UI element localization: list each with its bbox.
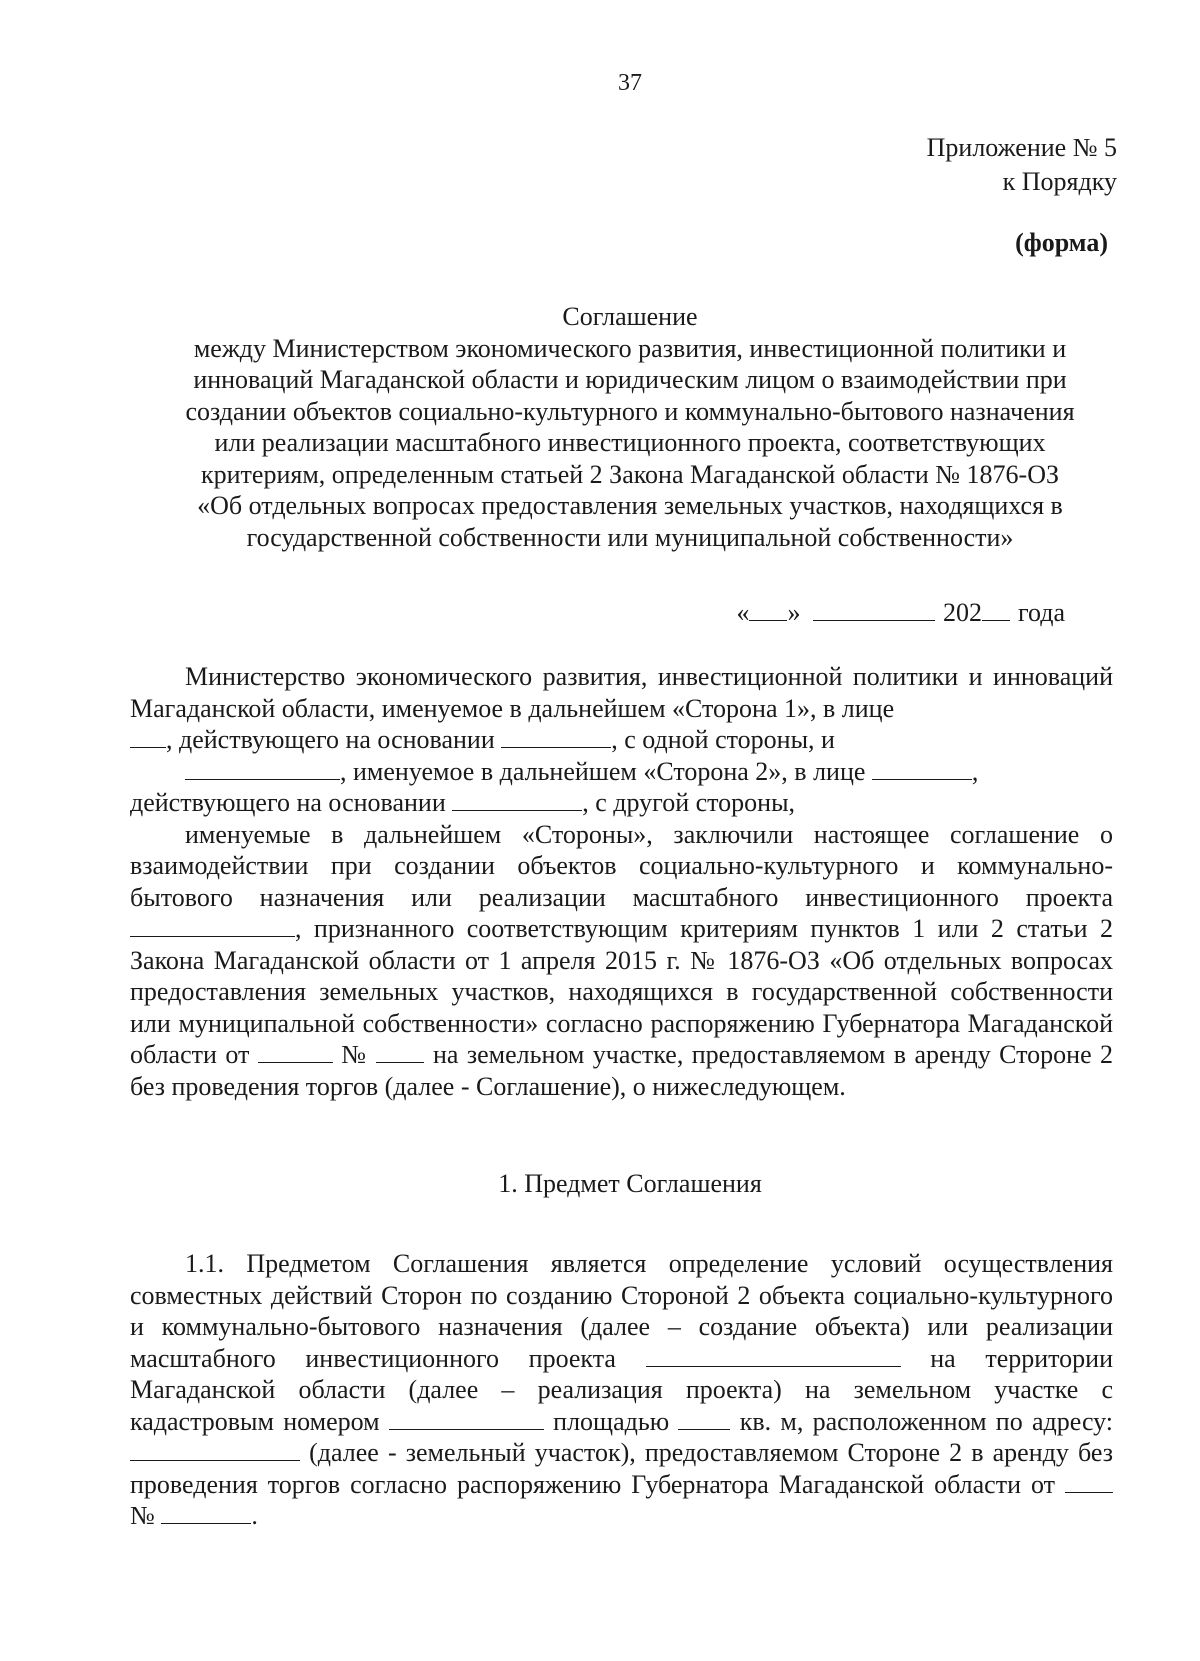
agreement-title xyxy=(130,301,1130,553)
clause-text: площадью xyxy=(553,1406,670,1436)
clause-text: 1.1. Предметом Соглашения является определение условий осуществления совместных действий Сторон по созданию Стороной 2 объекта социально-культурного и коммунально-бытового назначения (далее – создание объекта) или реализации масштабного инвестиционного проекта xyxy=(130,1249,1113,1373)
preamble xyxy=(130,661,1113,1102)
preamble-text: Министерство экономического развития, инвестиционной политики и инноваций Магаданской области, именуемое в дальнейшем «Сторона 1», в лице xyxy=(130,662,1113,723)
party-2-representative-blank xyxy=(872,757,972,780)
order-number-blank xyxy=(376,1040,424,1063)
cadastral-number-blank xyxy=(389,1407,544,1430)
area-blank xyxy=(678,1407,730,1430)
section-1-heading: 1. Предмет Соглашения xyxy=(498,1169,762,1198)
basis-blank xyxy=(501,725,611,748)
appendix-line-1: Приложение № 5 xyxy=(926,133,1117,162)
clause-text: № xyxy=(130,1501,155,1530)
preamble-text: , именуемое в дальнейшем «Сторона 2», в лице xyxy=(340,756,866,786)
appendix-reference xyxy=(927,131,1117,199)
party-2-basis-blank xyxy=(452,788,582,811)
clause-text: . xyxy=(251,1501,258,1530)
date-line xyxy=(736,598,1065,628)
title-heading: Соглашение xyxy=(562,302,698,331)
title-line-6: «Об отдельных вопросах предоставления земельных участков, находящихся в xyxy=(197,491,1063,520)
title-line-1: между Министерством экономического развития, инвестиционной политики и xyxy=(193,333,1067,363)
party-2-name-blank xyxy=(185,757,340,780)
page-number: 37 xyxy=(618,70,642,96)
preamble-text: № xyxy=(341,1040,369,1069)
preamble-paragraph-1 xyxy=(130,661,1113,756)
preamble-text: , действующего на основании xyxy=(166,725,495,754)
preamble-text: , признанного соответствующим критериям пунктов 1 или 2 статьи 2 Закона Магаданской области от 1 апреля 2015 г. № 1876-ОЗ «Об отдельных вопросах предоставления земельных участков, находящихся в государственной собственности или муниципальной собственности» согласно распоряжению Губернатора Магаданской области от xyxy=(130,914,1113,1069)
year-prefix: 202 xyxy=(942,598,982,627)
title-line-7: государственной собственности или муниципальной собственности» xyxy=(246,522,1014,552)
preamble-paragraph-2 xyxy=(130,756,1113,788)
year-suffix: года xyxy=(1017,598,1065,627)
clause-text: кв. м, расположенном по адресу: xyxy=(739,1406,1114,1436)
preamble-text: , xyxy=(971,756,979,786)
section-1-body xyxy=(130,1248,1113,1532)
preamble-text: , с другой стороны, xyxy=(582,788,796,817)
preamble-text: , с одной стороны, и xyxy=(611,725,835,754)
clause-text: (далее - земельный участок), предоставляемом Стороне 2 в аренду без проведения торгов согласно распоряжению Губернатора Магаданской области от xyxy=(130,1438,1113,1499)
project-name-blank xyxy=(130,914,295,937)
preamble-text: на земельном участке, предоставляемом в аренду Стороне 2 без проведения торгов (далее - Соглашение), о нижеследующем. xyxy=(130,1040,1114,1101)
date-open-quote: « xyxy=(736,598,750,627)
preamble-paragraph-3 xyxy=(130,787,1113,819)
month-blank xyxy=(813,598,935,621)
title-line-5: критериям, определенным статьей 2 Закона Магаданской области № 1876-ОЗ xyxy=(201,459,1059,489)
clause-1-1 xyxy=(130,1248,1113,1532)
preamble-text: именуемые в дальнейшем «Стороны», заключили настоящее соглашение о взаимодействии при создании объектов социально-культурного и коммунально-бытового назначения или реализации масштабного инвестиционного проекта xyxy=(130,819,1113,912)
clause-text: на территории Магаданской области (далее – реализация проекта) на земельном участке с кадастровым номером xyxy=(130,1343,1113,1436)
title-line-2: инноваций Магаданской области и юридическим лицом о взаимодействии при xyxy=(193,365,1067,394)
preamble-paragraph-4 xyxy=(130,819,1113,1103)
project-blank xyxy=(646,1344,901,1367)
title-line-3: создании объектов социально-культурного и коммунально-бытового назначения xyxy=(185,396,1075,426)
clause-order-date-blank xyxy=(1065,1470,1113,1493)
order-date-blank xyxy=(258,1040,333,1063)
date-close-quote: » xyxy=(787,598,801,627)
day-blank xyxy=(749,598,787,621)
address-blank xyxy=(130,1438,300,1461)
title-line-4: или реализации масштабного инвестиционного проекта, соответствующих xyxy=(214,428,1046,457)
appendix-line-2: к Порядку xyxy=(1002,167,1117,196)
form-label: (форма) xyxy=(1015,228,1108,257)
preamble-text: действующего на основании xyxy=(130,788,446,817)
representative-blank xyxy=(130,725,166,748)
clause-order-number-blank xyxy=(161,1501,251,1524)
year-blank xyxy=(982,598,1010,621)
